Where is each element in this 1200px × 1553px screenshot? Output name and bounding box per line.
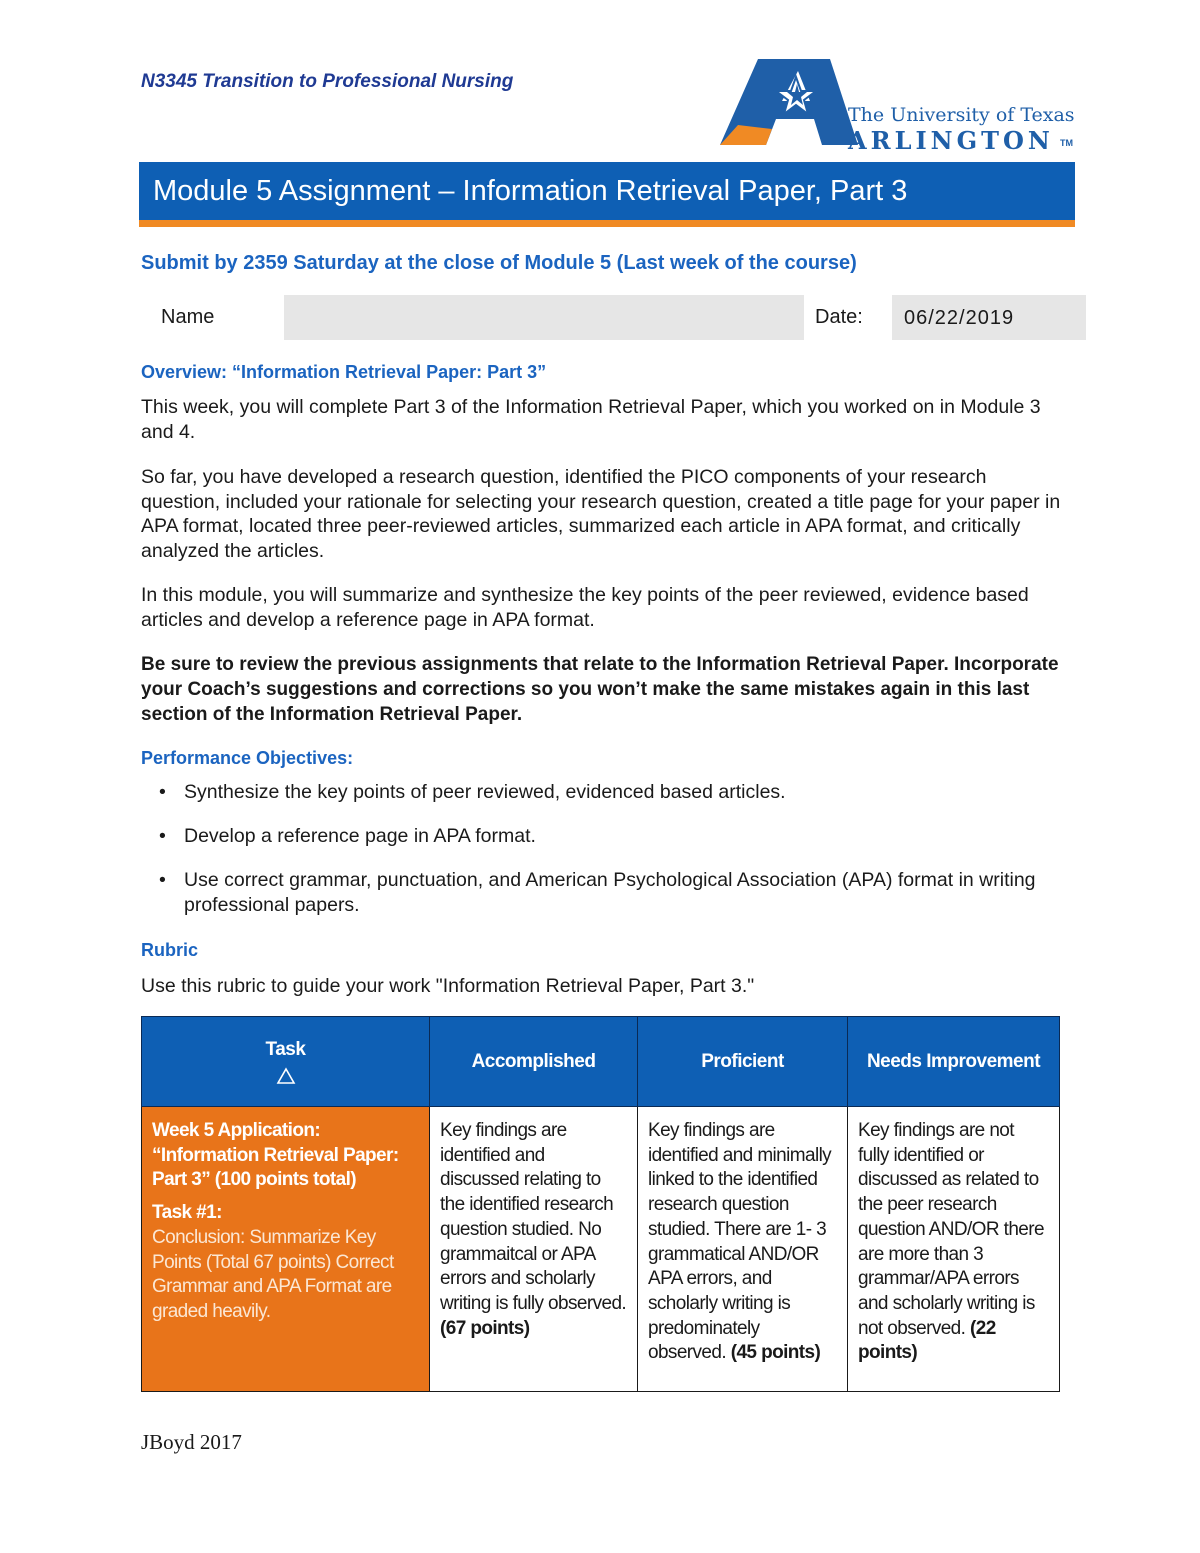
task-number: Task #1: (152, 1202, 222, 1224)
accomplished-points: (67 points) (440, 1317, 530, 1339)
logo-university-line: The University of Texas (848, 104, 1075, 126)
column-header-task: Task (142, 1017, 430, 1107)
task-description: Conclusion: Summarize Key Points (Total 67 points) Correct Grammar and APA Format are graded heavily. (152, 1226, 394, 1322)
date-value: 06/22/2019 (904, 307, 1015, 329)
overview-paragraph-3: In this module, you will summarize and synthesize the key points of the peer reviewed, evidence based articles and develop a reference page in APA format. (141, 584, 1029, 631)
column-header-proficient: Proficient (638, 1017, 848, 1107)
date-field[interactable] (892, 295, 1086, 340)
course-title: N3345 Transition to Professional Nursing (141, 71, 514, 92)
overview-heading: Overview: “Information Retrieval Paper: Part 3” (141, 362, 547, 382)
column-header-accomplished: Accomplished (430, 1017, 638, 1107)
submit-deadline: Submit by 2359 Saturday at the close of Module 5 (Last week of the course) (141, 252, 857, 274)
name-field[interactable] (284, 295, 804, 340)
needs-improvement-points: (22 points) (858, 1317, 996, 1364)
page-title: Module 5 Assignment – Information Retrieval Paper, Part 3 (153, 175, 908, 207)
rubric-intro: Use this rubric to guide your work "Information Retrieval Paper, Part 3." (141, 975, 755, 997)
objectives-heading: Performance Objectives: (141, 748, 354, 768)
date-label: Date: (815, 306, 863, 328)
title-banner (139, 162, 1075, 227)
proficient-points: (45 points) (730, 1342, 821, 1364)
task-title: Week 5 Application: “Information Retrieval Paper: Part 3” (100 points total) (152, 1120, 399, 1191)
overview-paragraph-1: This week, you will complete Part 3 of the Information Retrieval Paper, which you worked on in Module 3 and 4. (141, 396, 1041, 443)
overview-paragraph-2: So far, you have developed a research question, identified the PICO components of your research question, included your rationale for selecting your research question, created a title page for your paper in APA format, located three peer-reviewed articles, summarized each article in APA format, and critically analyzed the articles. (141, 466, 1061, 562)
logo-trademark: TM (1060, 138, 1073, 148)
rubric-table (141, 1016, 1060, 1392)
proficient-cell: Key findings are identified and minimally linked to the identified research question studied. There are 1- 3 grammatical AND/OR APA errors, and scholarly writing is predominately observed. (45 points) (638, 1107, 848, 1392)
name-label: Name (161, 306, 215, 328)
table-row (142, 1107, 1060, 1392)
needs-improvement-cell: Key findings are not fully identified or discussed as related to the peer research question AND/OR there are more than 3 grammar/APA errors and scholarly writing is not observed. (22 points) (848, 1107, 1060, 1392)
rubric-heading: Rubric (141, 940, 199, 960)
review-emphasis: Be sure to review the previous assignments that relate to the Information Retrieval Paper. Incorporate your Coach’s suggestions and corrections so you won’t make the same mistakes again in this last section of the Information Retrieval Paper. (141, 654, 1059, 725)
accomplished-cell: Key findings are identified and discussed relating to the identified research question studied. No grammaitcal or APA errors and scholarly writing is fully observed. (67 points) (430, 1107, 638, 1392)
bullet: • (159, 781, 166, 803)
column-header-needs-improvement: Needs Improvement (848, 1017, 1060, 1107)
objectives-list (141, 780, 1041, 937)
logo-arlington-line: ARLINGTON (848, 126, 1054, 155)
objective-item: • Use correct grammar, punctuation, and American Psychological Association (APA) format in writing professional papers. (159, 869, 1036, 916)
task-cell (142, 1107, 430, 1392)
bullet: • (159, 825, 166, 847)
rubric-header-row (142, 1017, 1060, 1107)
triangle-icon (276, 1067, 296, 1085)
objective-item: • Synthesize the key points of peer reviewed, evidenced based articles. (159, 781, 786, 803)
footer-author: JBoyd 2017 (141, 1430, 242, 1454)
bullet: • (159, 869, 166, 891)
objective-item: • Develop a reference page in APA format. (159, 825, 536, 847)
